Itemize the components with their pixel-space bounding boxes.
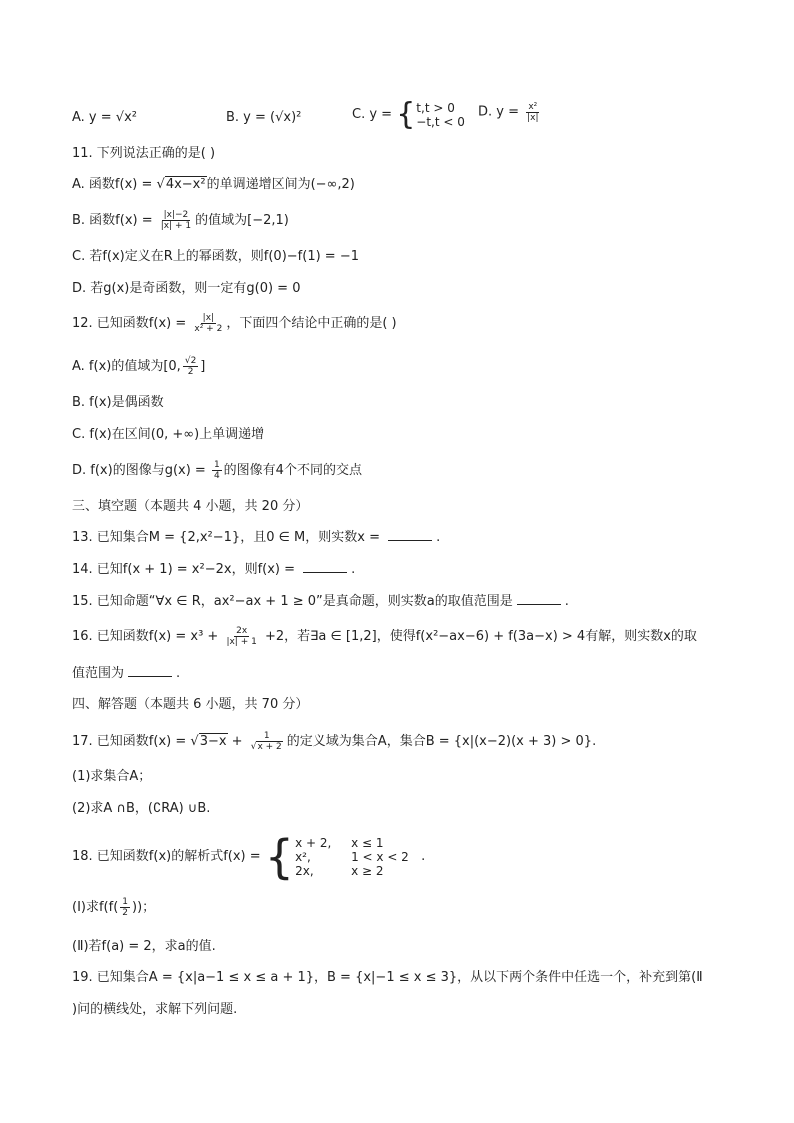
section-solve-title: 四、解答题（本题共 6 小题，共 70 分） (72, 697, 309, 712)
q17-part1: (1)求集合A； (72, 769, 152, 784)
q18-part1: (Ⅰ)求f(f( $\frac{1}{2}$ ))； (72, 897, 156, 918)
q15: 15. 已知命题“∀x ∈ R，ax²−ax + 1 ≥ 0”是真命题，则实数a的取值范围是 . (72, 594, 569, 609)
q17-stem: 17. 已知函数f(x) = √3−x + $\frac{1}{√x + 2}$ 的定义域为集合A，集合B = {x|(x−2)(x + 3) > 0}. (72, 731, 597, 752)
q10-option-b: B. y = (√x)² (226, 110, 302, 125)
q19-line1: 19. 已知集合A = {x|a−1 ≤ x ≤ a + 1}，B = {x|−1 ≤ x ≤ 3}，从以下两个条件中任选一个，补充到第(Ⅱ (72, 970, 703, 985)
q10-option-d: D. y = $\frac{\text{x²}}{|x|}$ (478, 102, 539, 123)
q12-option-d: D. f(x)的图像与g(x) = $\frac{1}{4}$ 的图像有4个不同的交点 (72, 460, 362, 481)
q12-option-a: A. f(x)的值域为[0, $\frac{√2}{2}$ ] (72, 356, 206, 377)
q11-option-c: C. 若f(x)定义在R上的幂函数，则f(0)−f(1) = −1 (72, 249, 359, 264)
section-fill-in-title: 三、填空题（本题共 4 小题，共 20 分） (72, 499, 309, 514)
q11-option-d: D. 若g(x)是奇函数，则一定有g(0) = 0 (72, 281, 301, 296)
q12-option-c: C. f(x)在区间(0, +∞)上单调递增 (72, 427, 265, 442)
q14: 14. 已知f(x + 1) = x²−2x，则f(x) = . (72, 562, 356, 577)
answer-blank (388, 528, 432, 541)
q18-stem: 18. 已知函数f(x)的解析式f(x) = { x + 2, x ≤ 1 x², 1 < x < 2 2x, x ≥ 2 . (72, 830, 426, 884)
q10-option-c: C. y = { t,t > 0 −t,t < 0 (352, 97, 465, 132)
answer-blank (128, 664, 172, 677)
q17-part2: (2)求A ∩B，(∁RA) ∪B. (72, 801, 211, 816)
q12-stem: 12. 已知函数f(x) = $\frac{|x|}{\text{x² + 2}}$ ，下面四个结论中正确的是( ) (72, 313, 397, 334)
q19-line2: )问的横线处，求解下列问题. (72, 1002, 238, 1017)
q11-stem: 11. 下列说法正确的是( ) (72, 146, 216, 161)
answer-blank (303, 560, 347, 573)
q18-part2: (Ⅱ)若f(a) = 2，求a的值. (72, 939, 216, 954)
q11-option-a: A. 函数f(x) = √4x−x²的单调递增区间为(−∞,2) (72, 177, 355, 192)
q16-line2: 值范围为 . (72, 666, 181, 681)
q10-option-a: A. y = √x² (72, 110, 137, 125)
q16-line1: 16. 已知函数f(x) = x³ + $\frac{2x}{|x| + 1}$ +2，若∃a ∈ [1,2]，使得f(x²−ax−6) + f(3a−x) > 4有解，则实数x的取 (72, 626, 697, 647)
answer-blank (517, 592, 561, 605)
q11-option-b: B. 函数f(x) = $\frac{|x|-2}{|x| + 1}$ 的值域为[−2,1) (72, 210, 289, 231)
q13: 13. 已知集合M = {2,x²−1}，且0 ∈ M，则实数x = . (72, 530, 441, 545)
q12-option-b: B. f(x)是偶函数 (72, 395, 164, 410)
